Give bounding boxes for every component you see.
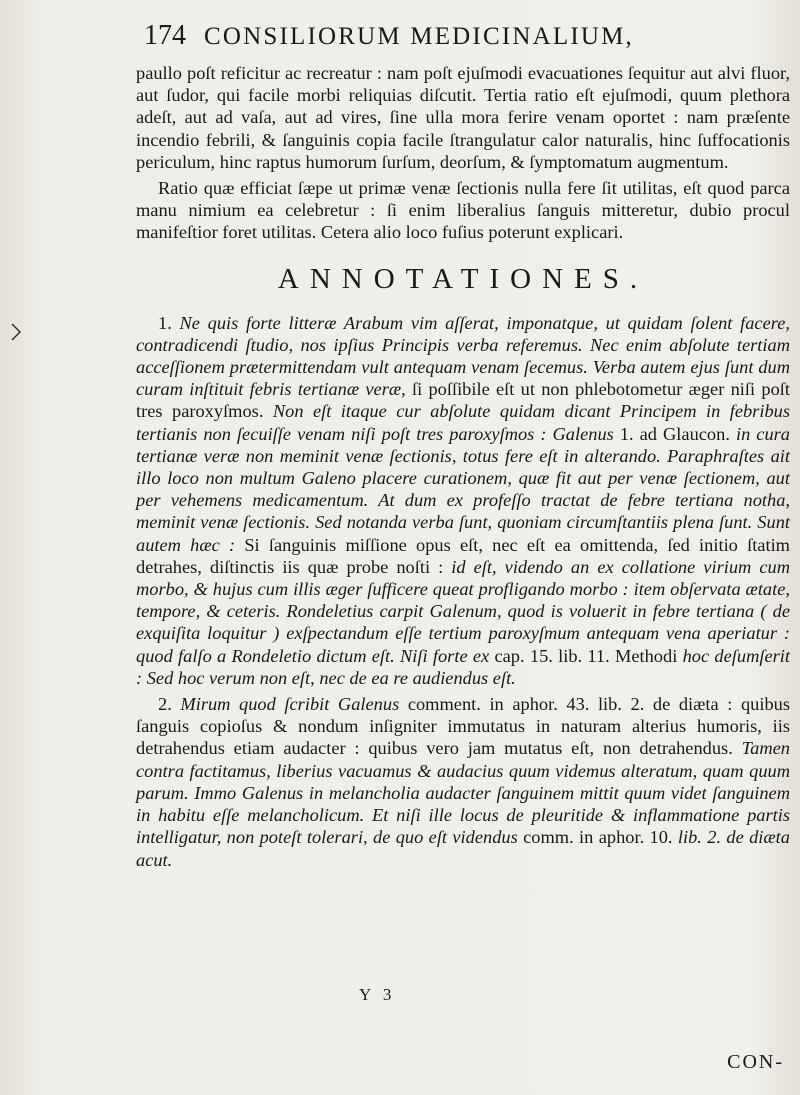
note-segment: 2. xyxy=(158,694,181,715)
annotations-heading: ANNOTATIONES. xyxy=(277,262,649,295)
page-body xyxy=(136,62,790,871)
note-segment: lib. 2. de diæta acut. xyxy=(136,827,790,870)
note-segment: in cura tertianæ veræ non meminit venæ ſectionis, totus fere eſt in alterando. Paraphraſtes ait illo loco non multum Galeno placere curationem, quæ fit aut per venæ ſectionem, aut per vehemens medicamentum. At dum ex profeſſo tractat de febre tertiana notha, meminit venæ ſectionis. Sed notanda verba ſunt, quoniam circumſtantiis plena ſunt. Sunt autem hæc : xyxy=(136,423,790,555)
catchword: CON- xyxy=(727,1051,784,1073)
annotation-note xyxy=(136,693,790,871)
annotation-note xyxy=(136,312,790,689)
note-segment: Ne quis forte litteræ Arabum vim aſſerat, imponatque, ut quidam ſolent facere, contradicendi ſtudio, nos ipſius Principis verba referemus. Nec enim abſolute tertiam acceſſionem prætermittendam vult antequam venam ſecemus. Verba autem ejus ſunt dum curam inſtituit febris tertianæ veræ, xyxy=(136,312,790,400)
note-segment: cap. 15. lib. 11. Methodi xyxy=(494,645,683,666)
note-segment: Non eſt itaque cur abſolute quidam dicant Principem in febribus tertianis non ſecuiſſe venam niſi poſt tres paroxyſmos : Galenus xyxy=(136,401,790,444)
note-segment: comment. in aphor. 43. lib. 2. de diæta : quibus ſanguis copioſus & nondum inſigniter immutatus in naturam alterius humoris, iis detrahendus etiam audacter : quibus vero jam mutatus eſt, non detrahendus. xyxy=(136,694,791,759)
page-header xyxy=(144,20,724,60)
margin-bracket-mark xyxy=(10,322,24,342)
note-segment: id eſt, videndo an ex collatione virium cum morbo, & hujus cum illis æger ſufficere queat profligando morbo : item obſervata ætate, tempore, & ceteris. Rondeletius carpit Galenum, quod is voluerit in febre tertiana ( de exquiſita loquitur ) exſpectandum eſſe tertium paroxyſmum antequam vena aperiatur : quod falſo a Rondeletio dictum eſt. Niſi forte ex xyxy=(136,556,790,666)
note-segment: comm. in aphor. 10. xyxy=(523,827,678,848)
body-paragraph: paullo poſt reficitur ac recreatur : nam poſt ejuſmodi evacuationes ſequitur aut alvi fluor, aut ſudor, qui facile morbi reliquias diſcutit. Tertia ratio eſt ejuſmodi, quum plethora adeſt, aut ad vaſa, aut ad vires, ſine ulla mora ferire venam oportet : nam præſente incendio febrili, & ſanguinis copia facile ſtrangulatur calor naturalis, hinc ſuffocationis periculum, hinc raptus humorum ſurſum, deorſum, & ſymptomatum augmentum. xyxy=(136,63,790,172)
note-segment: 1. xyxy=(158,312,180,333)
page-footer xyxy=(136,985,790,1073)
note-segment: hoc deſumſerit : Sed hoc verum non eſt, nec de ea re audiendus eſt. xyxy=(136,645,790,688)
page-number: 174 xyxy=(144,20,186,51)
body-paragraph: Ratio quæ efficiat ſæpe ut primæ venæ ſectionis nulla fere ſit utilitas, eſt quod parca manu nimium ea celebretur : ſi enim liberalius ſanguis mitteretur, dubio procul manifeſtior foret utilitas. Cetera alio loco fuſius poterunt explicari. xyxy=(136,178,790,243)
note-segment: Tamen contra factitamus, liberius vacuamus & audacius quum videmus alteratum, quam quum parum. Immo Galenus in melancholia audacter ſanguinem mittit quum videt ſanguinem in habitu eſſe melancholicum. Et niſi ille locus de pleuritide & inflammatione partis intelligatur, non poteſt tolerari, de quo eſt videndus xyxy=(136,738,790,848)
signature-mark: Y 3 xyxy=(359,985,396,1004)
note-segment: Mirum quod ſcribit Galenus xyxy=(180,694,408,715)
note-segment: ſi poſſibile eſt ut non phlebotometur æger niſi poſt tres paroxyſmos. xyxy=(136,379,790,422)
running-title: CONSILIORUM MEDICINALIUM, xyxy=(204,23,634,50)
note-segment: 1. ad Glaucon. xyxy=(619,423,736,444)
note-segment: Si ſanguinis miſſione opus eſt, nec eſt ea omittenda, ſed initio ſtatim detrahes, diſtinctis iis quæ probe noſti : xyxy=(136,534,790,577)
